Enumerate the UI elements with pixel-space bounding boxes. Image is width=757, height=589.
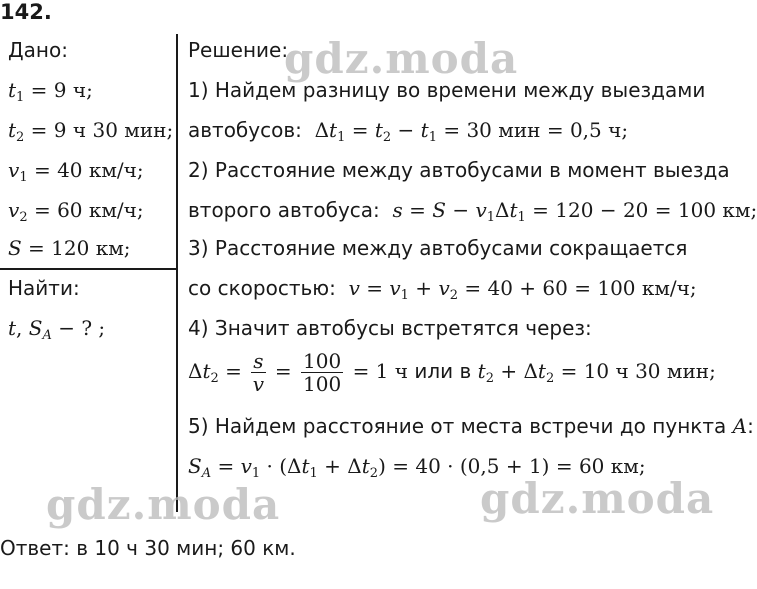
given-v2: $v_2 = 60$ км/ч; [8, 198, 144, 225]
step2-line2 [188, 198, 757, 225]
watermark: gdz.moda [46, 480, 281, 529]
step2-cont: второго автобуса: [188, 198, 380, 222]
step3-cont: со скоростью: [188, 276, 336, 300]
step3-formula: $v = v_1 + v_2 = 40 + 60 = 100$ км/ч; [348, 276, 697, 303]
step3-text: 3) Расстояние между автобусами сокращается [188, 236, 688, 260]
given-t2: $t_2 = 9$ ч 30 мин; [8, 118, 174, 145]
given-label: Дано: [8, 38, 68, 62]
step1-formula: $\Delta t_1 = t_2 - t_1 = 30$ мин = 0,5 ч; [308, 118, 629, 145]
step5-formula: $S_A = v_1 \cdot (\Delta t_1 + \Delta t_2) = 40 \cdot (0,5 + 1) = 60$ км; [188, 454, 646, 481]
column-divider [176, 34, 178, 512]
step1-line2 [188, 118, 629, 145]
step4-or: или в [414, 359, 472, 383]
step4-frac1-num: s [253, 349, 264, 373]
find-text: t, $S_A$ − ? ; [8, 316, 106, 343]
step1-text: 1) Найдем разницу во времени между выездами [188, 78, 706, 102]
given-distance: S = 120 км; [8, 236, 131, 260]
step4-frac2-den: 100 [303, 372, 342, 396]
given-find-divider [0, 268, 177, 270]
step4-tail: $t_2 + \Delta t_2 = 10$ ч 30 мин; [477, 359, 716, 386]
step4-formula: $\Delta t_2$ = $\frac{s}{v}$ = $\frac{100}{100}$ = 1 ч или в $t_2 + \Delta t_2 = 10$ ч 30 мин; [188, 349, 716, 396]
step5-text: 5) Найдем расстояние от места встречи до пункта A: [188, 414, 754, 438]
watermark: gdz.moda [284, 34, 519, 83]
given-t1: $t_1 = 9$ ч; [8, 78, 93, 105]
given-v1: $v_1 = 40$ км/ч; [8, 158, 144, 185]
find-label: Найти: [8, 276, 80, 300]
answer: Ответ: в 10 ч 30 мин; 60 км. [0, 536, 296, 560]
solution-label: Решение: [188, 38, 289, 62]
step4-text: 4) Значит автобусы встретятся через: [188, 316, 592, 340]
step4-frac1-den: v [252, 372, 265, 396]
step2-formula: $s = S - v_1\Delta t_1 = 120 - 20 = 100$ км; [392, 198, 757, 225]
step4-lhs: $\Delta t_2$ = [188, 359, 242, 386]
step3-line2 [188, 276, 697, 303]
watermark: gdz.moda [480, 474, 715, 523]
step1-cont: автобусов: [188, 118, 302, 142]
step2-text: 2) Расстояние между автобусами в момент выезда [188, 158, 730, 182]
step4-frac2-num: 100 [303, 349, 342, 373]
fraction-s-over-v [251, 350, 265, 395]
step4-result: = 1 ч [352, 359, 408, 383]
fraction-100-over-100 [301, 350, 343, 395]
problem-number: 142. [0, 0, 52, 24]
